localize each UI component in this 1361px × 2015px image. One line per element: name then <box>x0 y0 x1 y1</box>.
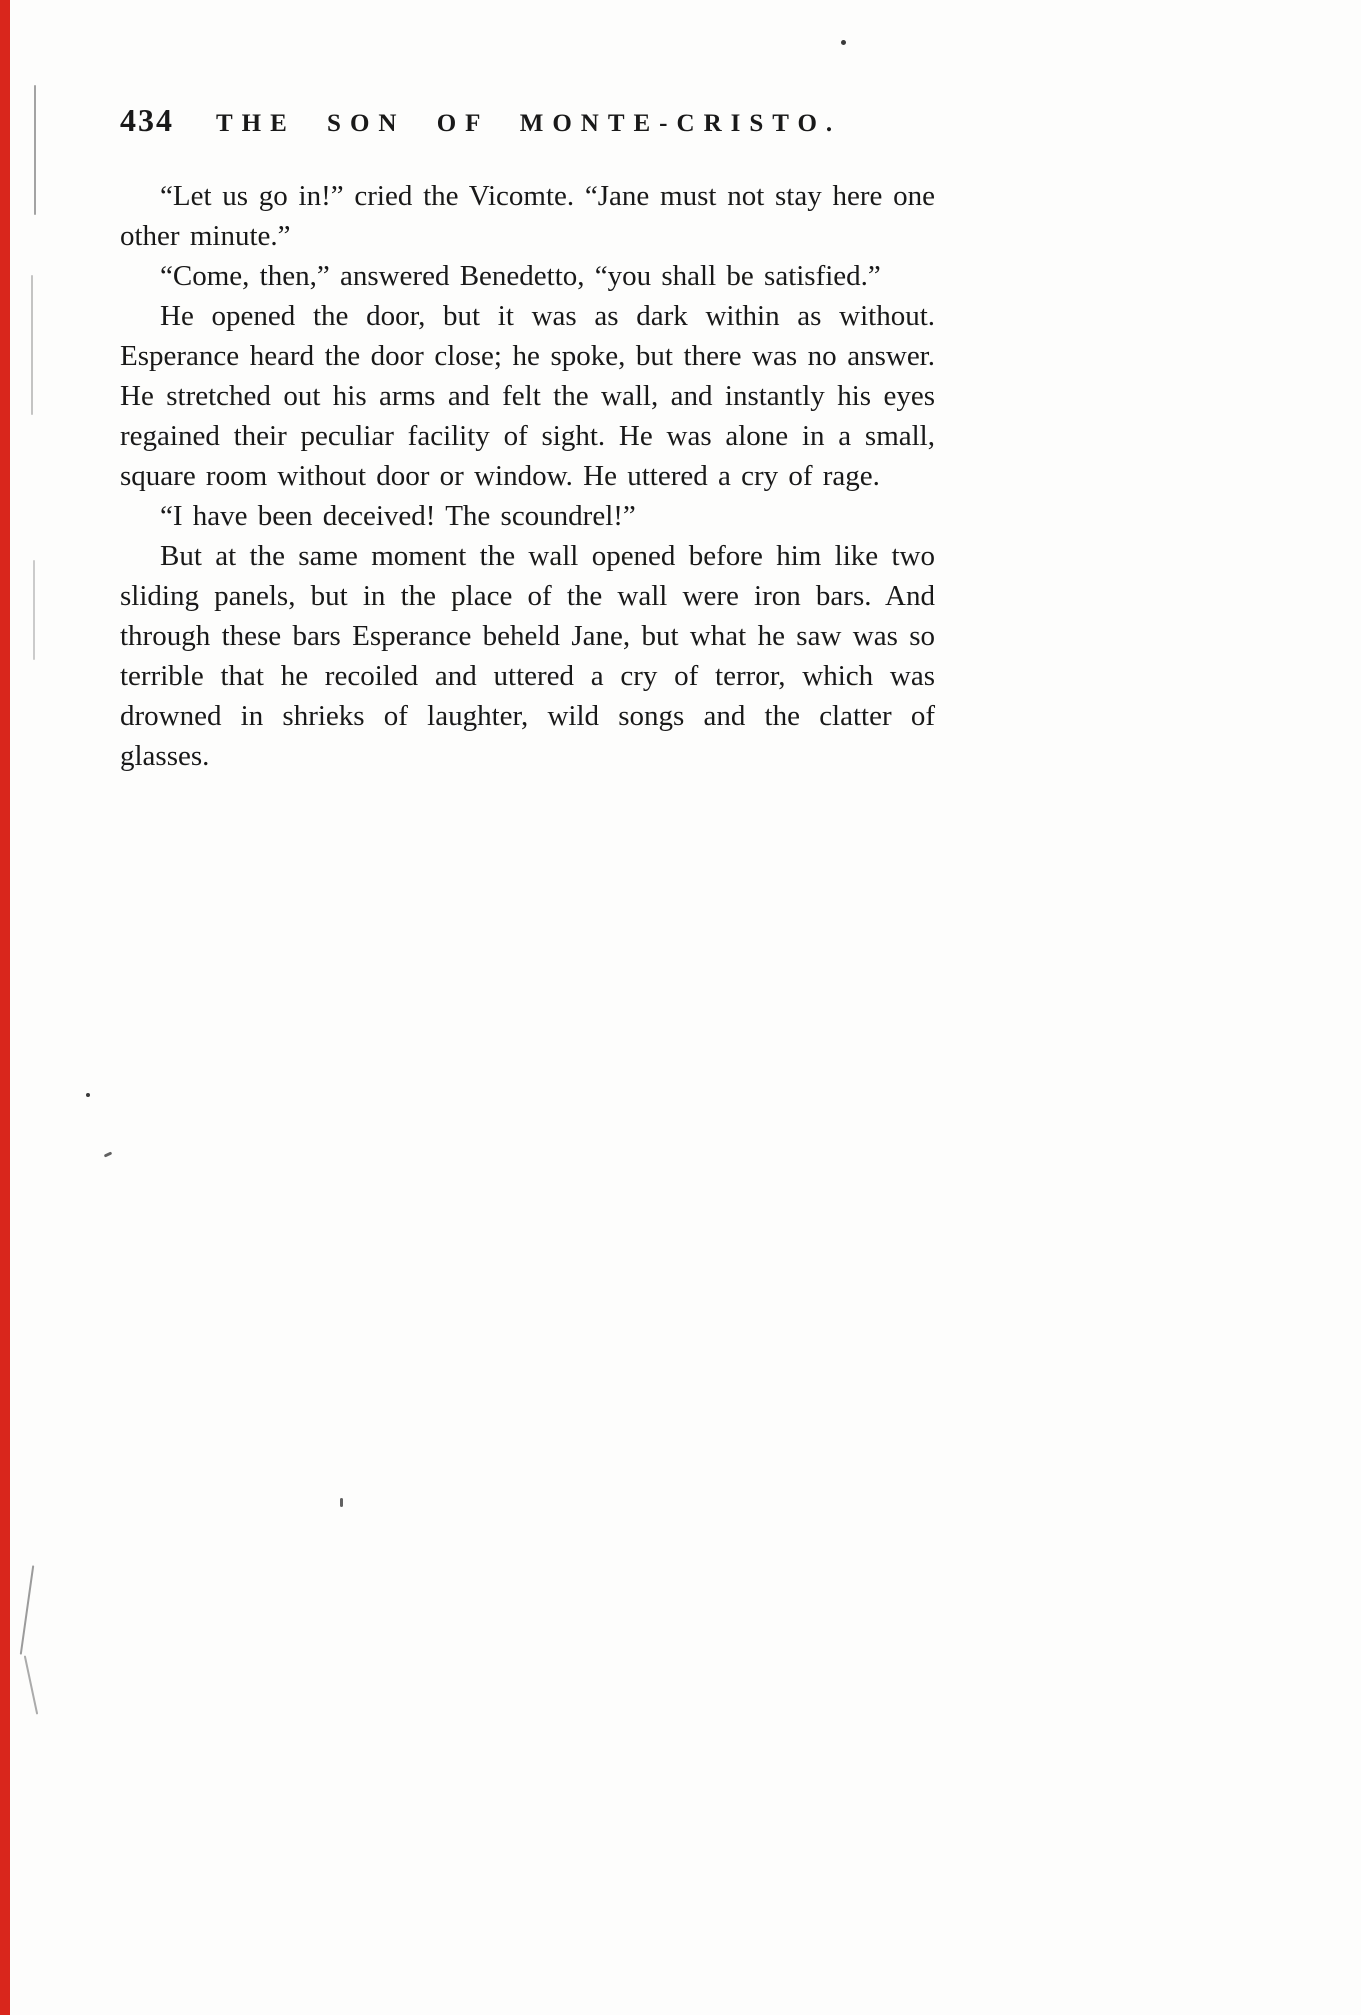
running-title: THE SON OF MONTE-CRISTO. <box>216 110 842 137</box>
scan-artifact-crease <box>34 85 36 215</box>
scan-artifact-crease <box>33 560 35 660</box>
scan-artifact-crease <box>31 275 33 415</box>
scan-artifact-speck <box>340 1498 343 1507</box>
paragraph: “Come, then,” answered Benedetto, “you shall be satisfied.” <box>160 260 881 292</box>
paragraph: “I have been deceived! The scoundrel!” <box>160 500 636 532</box>
scan-artifact-speck <box>86 1093 90 1097</box>
page-number: 434 <box>120 102 174 138</box>
page-body <box>120 176 935 776</box>
page-header <box>120 102 935 139</box>
scan-artifact-crease <box>20 1565 35 1654</box>
paragraph: He opened the door, but it was as dark within as without. Esperance heard the door close; he spoke, but there was no answer. He stretched out his arms and felt the wall, and instantly his eyes regained their peculiar facility of sight. He was alone in a small, square room without door or window. He uttered a cry of rage. <box>120 300 935 492</box>
scan-artifact-speck <box>104 1151 113 1157</box>
scan-artifact-speck <box>841 40 846 45</box>
scan-artifact-red-edge <box>0 0 10 2015</box>
scan-artifact-crease <box>24 1655 38 1714</box>
paragraph: But at the same moment the wall opened before him like two sliding panels, but in the place of the wall were iron bars. And through these bars Esperance beheld Jane, but what he saw was so terrible that he recoiled and uttered a cry of terror, which was drowned in shrieks of laughter, wild songs and the clatter of glasses. <box>120 540 935 772</box>
paragraph: “Let us go in!” cried the Vicomte. “Jane must not stay here one other minute.” <box>120 180 935 252</box>
